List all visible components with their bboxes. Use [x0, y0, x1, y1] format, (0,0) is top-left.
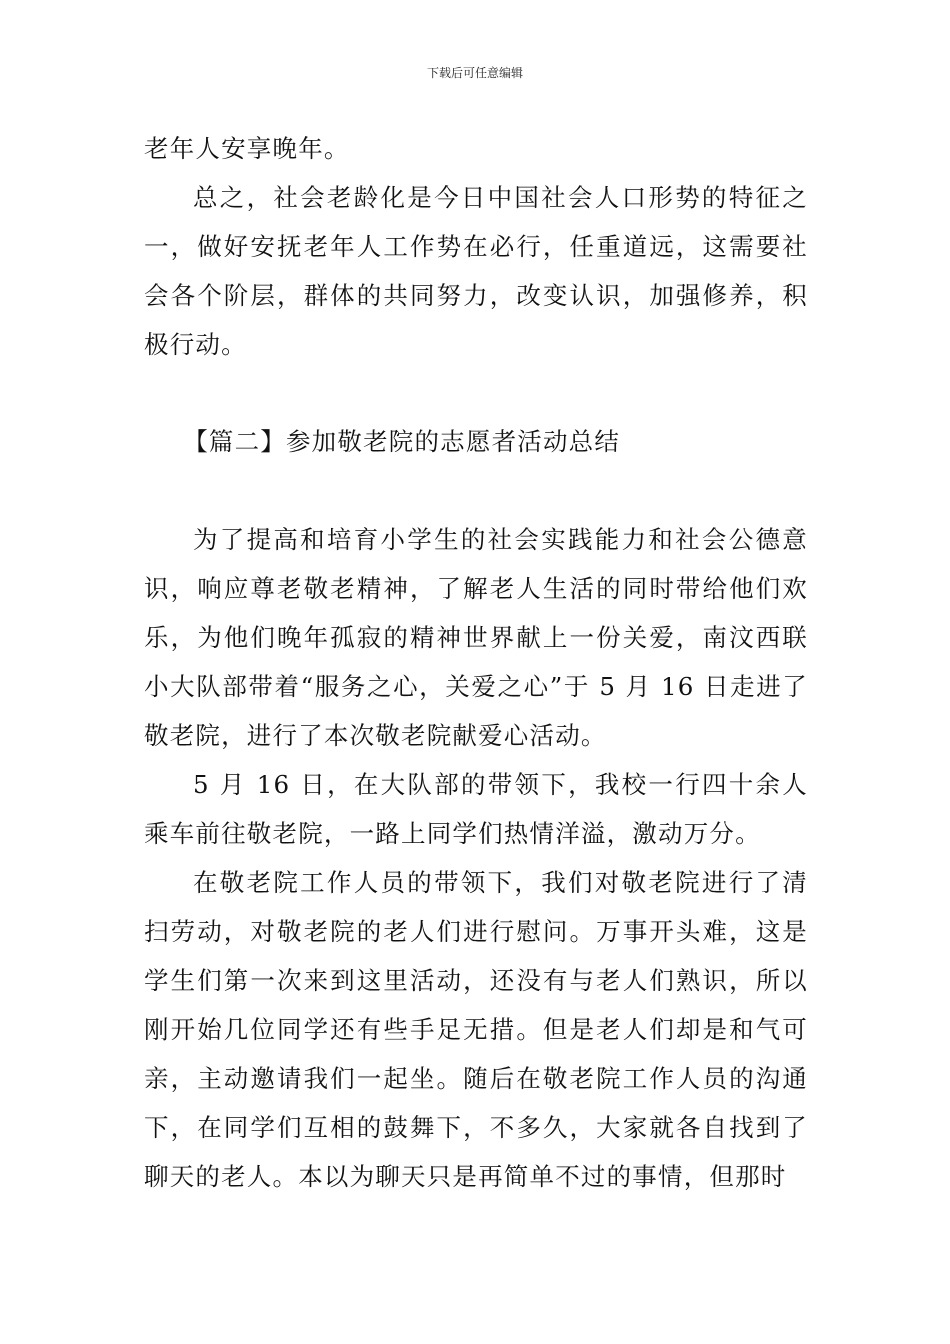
- document-body: [144, 124, 808, 1201]
- paragraph-continuation: 老年人安享晚年。: [144, 134, 350, 163]
- paragraph-intro: 为了提高和培育小学生的社会实践能力和社会公德意识，响应尊老敬老精神，了解老人生活的同时带给他们欢乐，为他们晚年孤寂的精神世界献上一份关爱，南汶西联小大队部带着“服务之心，关爱之心”于 5 月 16 日走进了敬老院，进行了本次敬老院献爱心活动。: [144, 525, 808, 750]
- section-title: 【篇二】参加敬老院的志愿者活动总结: [183, 427, 621, 456]
- paragraph-trip: 5 月 16 日，在大队部的带领下，我校一行四十余人乘车前往敬老院，一路上同学们热情洋溢，激动万分。: [144, 770, 808, 848]
- paragraph-conclusion: 总之，社会老龄化是今日中国社会人口形势的特征之一，做好安抚老年人工作势在必行，任重道远，这需要社会各个阶层，群体的共同努力，改变认识，加强修养，积极行动。: [144, 183, 808, 359]
- paragraph-activity: 在敬老院工作人员的带领下，我们对敬老院进行了清扫劳动，对敬老院的老人们进行慰问。万事开头难，这是学生们第一次来到这里活动，还没有与老人们熟识，所以刚开始几位同学还有些手足无措。但是老人们却是和气可亲，主动邀请我们一起坐。随后在敬老院工作人员的沟通下，在同学们互相的鼓舞下，不多久，大家就各自找到了聊天的老人。本以为聊天只是再简单不过的事情，但那时: [144, 868, 808, 1191]
- page-header: 下载后可任意编辑: [426, 66, 523, 80]
